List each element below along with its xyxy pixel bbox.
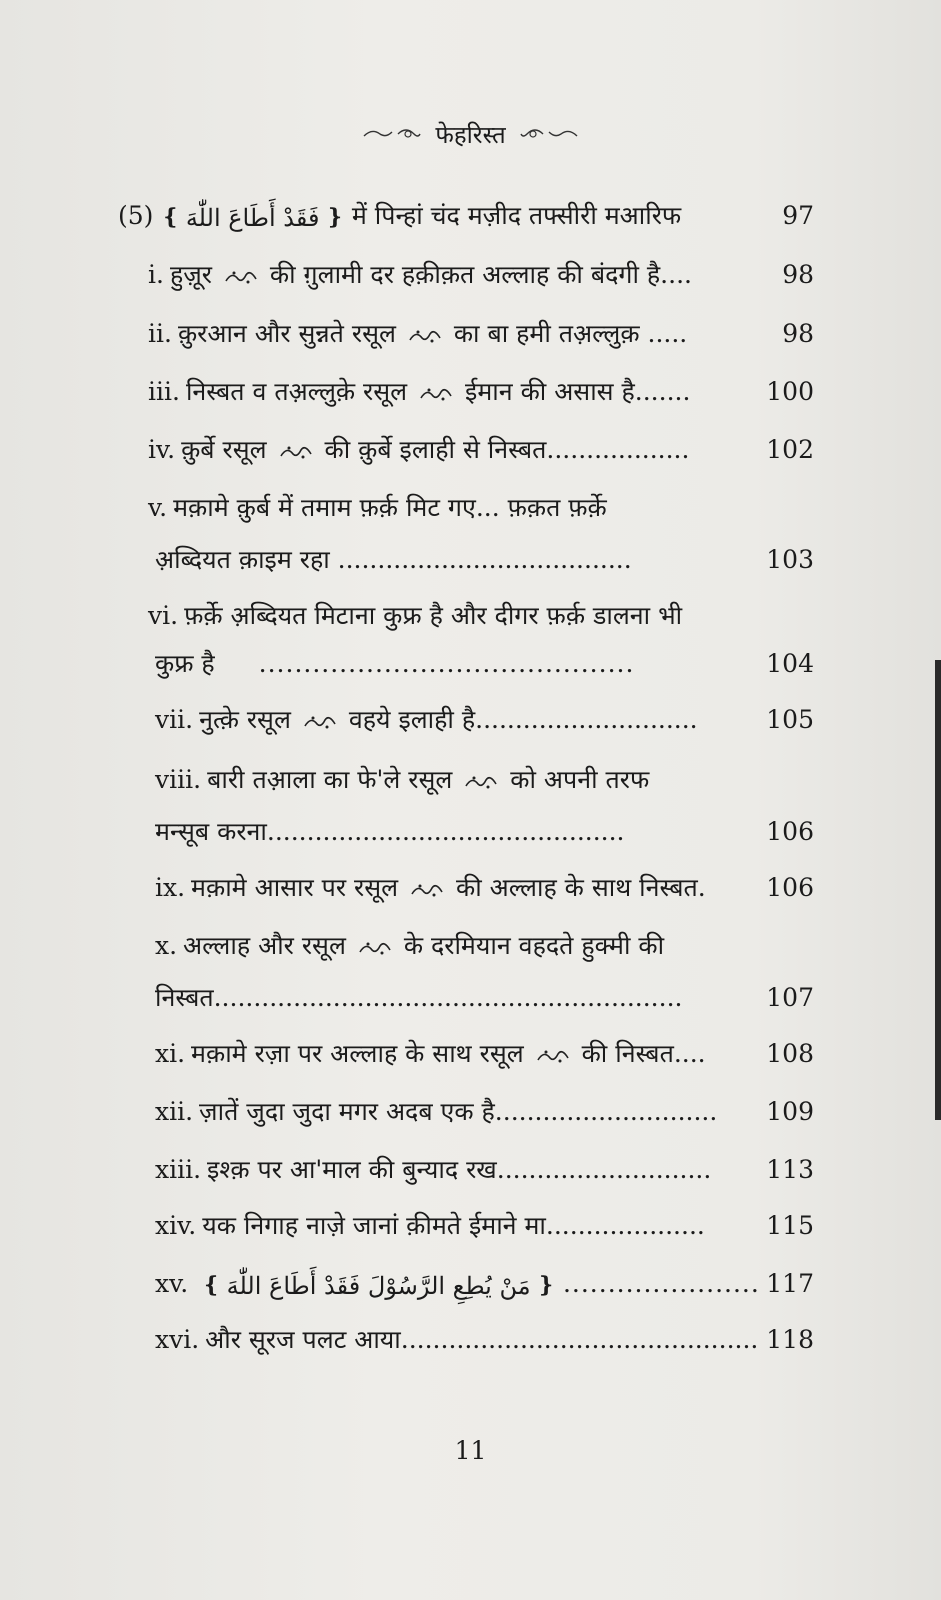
toc-entry-iii xyxy=(148,372,814,412)
entry-number: ii. xyxy=(148,319,172,348)
entry-number: xiv. xyxy=(155,1211,197,1240)
toc-entry-iv xyxy=(148,430,814,470)
salutation-icon xyxy=(464,772,498,792)
entry-title: यक निगाह नाज़े जानां क़ीमते ईमाने मा.................... xyxy=(202,1211,705,1240)
entry-title-part-b: की निस्बत.... xyxy=(581,1039,706,1068)
entry-number: xiii. xyxy=(155,1155,202,1184)
toc-entry-viii-line1 xyxy=(155,760,814,800)
entry-title-part-b: ईमान की असास है....... xyxy=(465,377,691,406)
salutation-icon xyxy=(408,326,442,346)
entry-title-part-b: की क़ुर्बे इलाही से निस्बत.................. xyxy=(324,435,690,464)
entry-number: x. xyxy=(155,931,178,960)
entry-title-part-a: निस्बत व तअ़ल्लुक़े रसूल xyxy=(185,377,408,406)
entry-page: 106 xyxy=(766,817,814,846)
entry-number: ix. xyxy=(155,873,186,902)
entry-number: iii. xyxy=(148,377,180,406)
right-ornament-icon xyxy=(519,122,579,151)
facing-page-edge xyxy=(935,660,941,1120)
entry-title-part-b: के दरमियान वहदते हुक्मी की xyxy=(403,931,665,960)
entry-title-line1: फ़र्क़े अ़ब्दियत मिटाना कुफ्र है और दीगर फ़र्क़ डालना भी xyxy=(184,601,683,630)
entry-title-part-a: नुत्क़े रसूल xyxy=(199,705,291,734)
entry-number: iv. xyxy=(148,435,176,464)
salutation-icon xyxy=(410,880,444,900)
salutation-icon xyxy=(303,712,337,732)
toc-entry-ii xyxy=(148,314,814,354)
toc-entry-x-line1 xyxy=(155,926,814,966)
salutation-icon xyxy=(419,384,453,404)
entry-number: vii. xyxy=(155,705,194,734)
page-header xyxy=(0,118,941,151)
entry-title-part-a: मक़ामे रज़ा पर अल्लाह के साथ रसूल xyxy=(191,1039,524,1068)
entry-title-part-a: अल्लाह और रसूल xyxy=(183,931,346,960)
toc-entry-xii xyxy=(155,1092,814,1132)
entry-title-part-a: बारी तआ़ला का फे'ले रसूल xyxy=(207,765,453,794)
entry-page: 103 xyxy=(766,545,814,574)
entry-title: और सूरज पलट आया............................................. xyxy=(205,1325,759,1354)
entry-number: viii. xyxy=(155,765,202,794)
salutation-icon xyxy=(358,938,392,958)
entry-page: 100 xyxy=(766,377,814,406)
salutation-icon xyxy=(279,442,313,462)
entry-title-line1: मक़ामे क़ुर्ब में तमाम फ़र्क़ मिट गए... फ़क़त फ़र्क़े xyxy=(173,493,607,522)
toc-entry-v-line2 xyxy=(155,540,814,580)
entry-page: 113 xyxy=(766,1155,814,1184)
toc-entry-xi xyxy=(155,1034,814,1074)
toc-entry-v-line1 xyxy=(148,488,814,528)
entry-page: 98 xyxy=(782,319,814,348)
entry-title-part-b: वहये इलाही है............................ xyxy=(348,705,698,734)
salutation-icon xyxy=(224,267,258,287)
entry-page: 107 xyxy=(766,983,814,1012)
entry-number: xv. xyxy=(155,1269,189,1298)
entry-title-line2: कुफ्र है xyxy=(155,649,215,678)
entry-page: 108 xyxy=(766,1039,814,1068)
left-ornament-icon xyxy=(362,122,422,151)
entry-page: 118 xyxy=(766,1325,814,1354)
entry-title-part-a: हुज़ूर xyxy=(169,260,213,289)
entry-title-part-b: की ग़ुलामी दर हक़ीक़त अल्लाह की बंदगी है.... xyxy=(269,260,692,289)
entry-title-part-a: क़ुर्बे रसूल xyxy=(181,435,267,464)
entry-page: 98 xyxy=(782,260,814,289)
arabic-verse: مَنْ يُطِعِ الرَّسُوْلَ فَقَدْ أَطَاعَ اللّٰهَ xyxy=(226,1271,531,1300)
entry-page: 104 xyxy=(766,649,814,678)
entry-title-part-b: की अल्लाह के साथ निस्बत. xyxy=(456,873,706,902)
toc-entry-x-line2 xyxy=(155,978,814,1018)
entry-page: 117 xyxy=(766,1269,814,1298)
entry-title-line2: अ़ब्दियत क़ाइम रहा ..................................... xyxy=(155,545,632,574)
salutation-icon xyxy=(536,1046,570,1066)
entry-title-line2: मन्सूब करना............................................. xyxy=(155,817,625,846)
entry-title-line2: निस्बत........................................................... xyxy=(155,983,683,1012)
entry-number: xvi. xyxy=(155,1325,200,1354)
entry-page: 109 xyxy=(766,1097,814,1126)
toc-entry-5: (5) ❴ فَقَدْ أَطَاعَ اللّٰهَ ❵ में पिन्हां चंद मज़ीद तफ्सीरी मआरिफ 97 xyxy=(118,196,814,238)
toc-entry-xvi xyxy=(155,1320,814,1360)
entry-title-part-b: का बा हमी तअ़ल्लुक़ ..... xyxy=(453,319,688,348)
entry-title: ज़ातें जुदा जुदा मगर अदब एक है............................ xyxy=(199,1097,718,1126)
toc-entry-vi-line1 xyxy=(148,596,814,636)
entry-leader: .......................................... xyxy=(258,649,635,678)
entry-number: i. xyxy=(148,260,164,289)
entry-number: (5) xyxy=(118,201,154,230)
entry-page: 102 xyxy=(766,435,814,464)
entry-title: में पिन्हां चंद मज़ीद तफ्सीरी मआरिफ xyxy=(351,201,682,230)
toc-entry-xiii xyxy=(155,1150,814,1190)
page-number: 11 xyxy=(454,1436,487,1465)
entry-page: 97 xyxy=(782,201,814,230)
entry-title-part-a: मक़ामे आसार पर रसूल xyxy=(191,873,399,902)
toc-entry-xv: xv. ❴ مَنْ يُطِعِ الرَّسُوْلَ فَقَدْ أَطَاعَ اللّٰهَ ❵ ...................... 117 xyxy=(155,1264,814,1306)
entry-title-part-b: को अपनी तरफ xyxy=(510,765,650,794)
entry-page: 106 xyxy=(766,873,814,902)
entry-page: 105 xyxy=(766,705,814,734)
page-title: फेहरिस्त xyxy=(435,121,506,149)
arabic-verse: فَقَدْ أَطَاعَ اللّٰهَ xyxy=(185,203,320,232)
entry-title: इश्क़ पर आ'माल की बुन्याद रख........................... xyxy=(207,1155,712,1184)
toc-entry-i xyxy=(148,255,814,295)
entry-number: xii. xyxy=(155,1097,194,1126)
toc-entry-vii xyxy=(155,700,814,740)
toc-entry-vi-line2 xyxy=(155,644,814,684)
entry-number: vi. xyxy=(148,601,179,630)
entry-number: v. xyxy=(148,493,168,522)
entry-title-part-a: क़ुरआन और सुन्नते रसूल xyxy=(177,319,396,348)
entry-page: 115 xyxy=(766,1211,814,1240)
entry-leader: ...................... xyxy=(562,1269,760,1298)
entry-number: xi. xyxy=(155,1039,186,1068)
toc-entry-viii-line2 xyxy=(155,812,814,852)
toc-entry-ix xyxy=(155,868,814,908)
toc-entry-xiv xyxy=(155,1206,814,1246)
